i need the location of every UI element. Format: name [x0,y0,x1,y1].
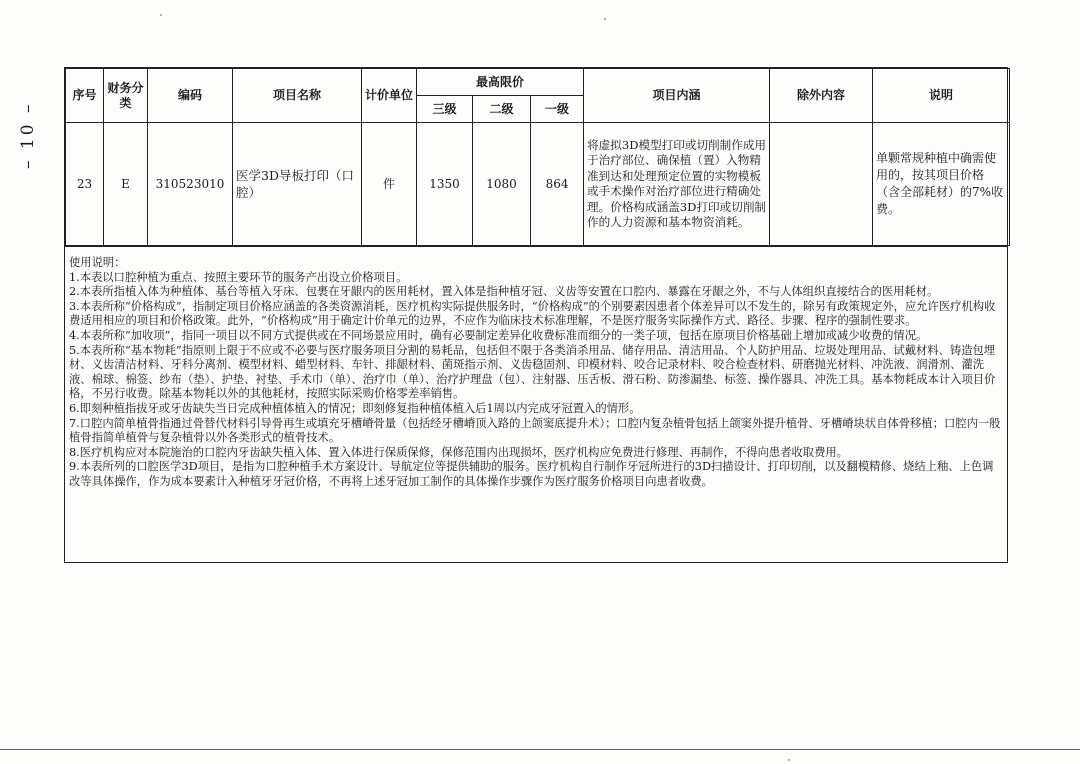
header-level2: 二级 [473,96,531,123]
header-notes: 说明 [873,69,1010,123]
scan-speck [788,759,790,761]
cell-unit: 件 [362,123,417,246]
header-level1: 一级 [531,96,584,123]
usage-item: 7.口腔内简单植骨指通过骨替代材料引导骨再生或填充牙槽嵴骨量（包括经牙槽嵴顶入路的上颌窦底提升术）；口腔内复杂植骨包括上颌窦外提升植骨、牙槽嵴块状自体骨移植；口腔内一般植骨指简单植骨与复杂植骨以外各类形式的植骨技术。 [69,416,1001,445]
header-finance-category: 财务分类 [104,69,148,123]
scan-speck [160,14,162,16]
cell-excluded [770,123,873,246]
price-document [64,67,1008,563]
usage-item: 2.本表所指植入体为种植体、基台等植入牙床、包裹在牙龈内的医用耗材，置入体是指种植牙冠、义齿等安置在口腔内、暴露在牙龈之外，不与人体组织直接结合的医用耗材。 [69,285,939,299]
usage-item: 3.本表所称“价格构成”，指制定项目价格应涵盖的各类资源消耗，医疗机构实际提供服务时，“价格构成”的个别要素因患者个体差异可以不发生的，除另有政策规定外，应允许医疗机构收费适用相应的项目和价格政策。此外，“价格构成”用于确定计价单元的边界，不应作为临床技术标准理解，不是医疗服务实际操作方式、路径、步骤、程序的强制性要求。 [69,299,996,328]
header-unit: 计价单位 [362,69,417,123]
bottom-rule [0,749,1080,750]
table-row [66,123,1010,246]
header-code: 编码 [148,69,233,123]
cell-seq: 23 [66,123,104,246]
header-excluded: 除外内容 [770,69,873,123]
usage-title: 使用说明： [69,256,126,269]
cell-item-name: 医学3D导板打印（口腔） [233,123,362,246]
usage-notes [65,246,1007,572]
header-seq: 序号 [66,69,104,123]
price-table [65,68,1010,246]
cell-finance-category: E [104,123,148,246]
cell-content: 将虚拟3D模型打印或切削制作成用于治疗部位、确保植（置）入物精准到达和处理预定位置的实物模板或手术操作对治疗部位进行精确处理。价格构成涵盖3D打印或切削制作的人力资源和基本物资消耗。 [584,123,770,246]
header-row [66,69,1010,96]
usage-item: 9.本表所列的口腔医学3D项目，是指为口腔种植手术方案设计、导航定位等提供辅助的服务。医疗机构自行制作牙冠所进行的3D扫描设计、打印切削，以及翻模精修、烧结上釉、上色调改等具体操作，作为成本要素计入种植牙牙冠价格，不再将上述牙冠加工制作的具体操作步骤作为医疗服务价格项目向患者收费。 [69,460,994,488]
cell-level3: 1350 [417,123,473,246]
cell-code: 310523010 [148,123,233,246]
cell-level2: 1080 [473,123,531,246]
scan-speck [604,18,606,20]
usage-item: 1.本表以口腔种植为重点、按照主要环节的服务产出设立价格项目。 [69,270,408,284]
header-content: 项目内涵 [584,69,770,123]
usage-item: 4.本表所称“加收项”，指同一项目以不同方式提供或在不同场景应用时，确有必要制定差异化收费标准而细分的一类子项，包括在原项目价格基础上增加或减少收费的情况。 [69,328,928,342]
header-level3: 三级 [417,96,473,123]
header-max-price: 最高限价 [417,69,584,96]
cell-notes: 单颗常规种植中确需使用的，按其项目价格（含全部耗材）的7%收费。 [873,123,1010,246]
usage-item: 6.即刻种植指拔牙或牙齿缺失当日完成种植体植入的情况；即刻修复指种植体植入后1周以内完成牙冠置入的情形。 [69,401,641,415]
header-item-name: 项目名称 [233,69,362,123]
cell-level1: 864 [531,123,584,246]
usage-item: 8.医疗机构应对本院施治的口腔内牙齿缺失植入体、置入体进行保质保修，保修范围内出现损坏，医疗机构应免费进行修理、再制作，不得向患者收取费用。 [69,445,848,459]
page-number: – 10 – [18,101,38,169]
usage-item: 5.本表所称“基本物耗”指原则上限于不应或不必要与医疗服务项目分割的易耗品，包括但不限于各类消杀用品、储存用品、清洁用品、个人防护用品、垃圾处理用品、试戴材料、铸造包埋材、义齿清洁材料、牙科分离剂、模型材料、蜡型材料、车针、排龈材料、菌斑指示剂、义齿稳固剂、印模材料、咬合记录材料、咬合检查材料、研磨抛光材料、冲洗液、润滑剂、灌洗液、棉球、棉签、纱布（垫）、护垫、衬垫、手术巾（单）、治疗巾（单）、治疗护理盘（包）、注射器、压舌板、滑石粉、防渗漏垫、标签、操作器具、冲洗工具。基本物耗成本计入项目价格，不另行收费。除基本物耗以外的其他耗材，按照实际采购价格零差率销售。 [69,343,996,401]
